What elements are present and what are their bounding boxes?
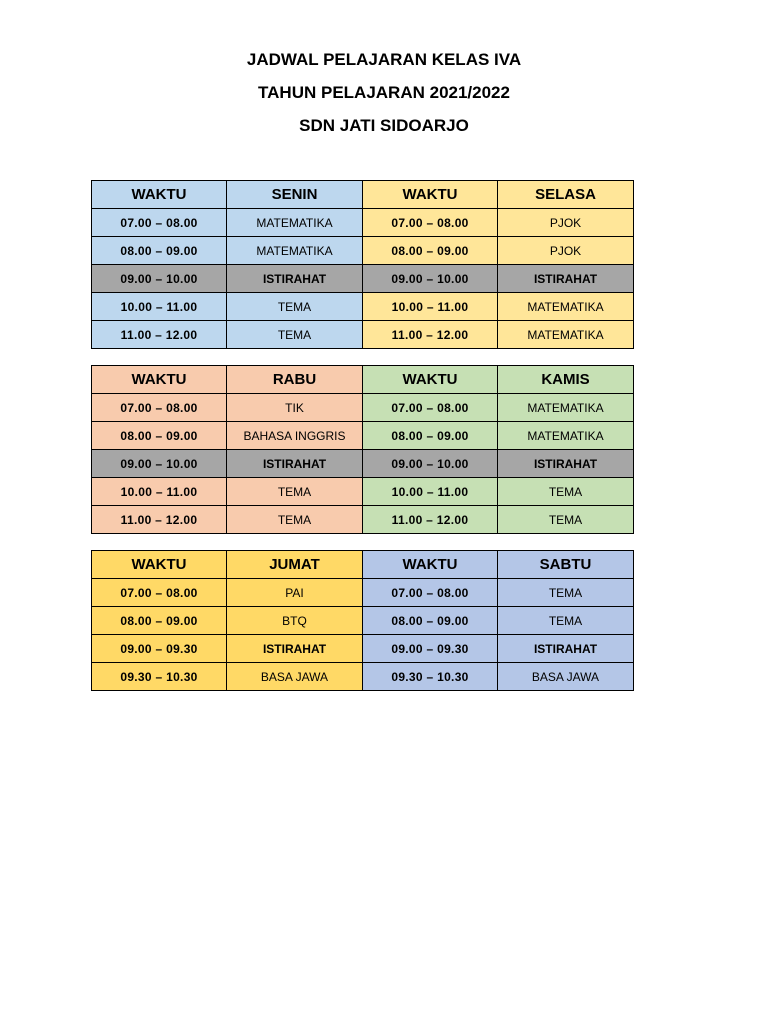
time-cell: 11.00 – 12.00 — [92, 321, 227, 349]
table-row — [92, 237, 634, 265]
title-line-school: SDN JATI SIDOARJO — [299, 116, 469, 135]
document-title — [0, 48, 768, 147]
subject-cell: TIK — [227, 394, 363, 422]
subject-cell: PAI — [227, 579, 363, 607]
table-row — [92, 607, 634, 635]
time-cell: 07.00 – 08.00 — [363, 394, 498, 422]
header-kamis: KAMIS — [498, 366, 634, 394]
title-line-class: JADWAL PELAJARAN KELAS IVA — [246, 50, 522, 69]
subject-cell: PJOK — [498, 237, 634, 265]
table-row — [92, 663, 634, 691]
time-cell: 08.00 – 09.00 — [363, 607, 498, 635]
break-cell: ISTIRAHAT — [227, 450, 363, 478]
subject-cell: MATEMATIKA — [227, 237, 363, 265]
time-cell: 10.00 – 11.00 — [363, 293, 498, 321]
title-line-year: TAHUN PELAJARAN 2021/2022 — [258, 83, 510, 102]
time-cell: 08.00 – 09.00 — [92, 607, 227, 635]
header-selasa: SELASA — [498, 181, 634, 209]
break-cell: ISTIRAHAT — [227, 635, 363, 663]
subject-cell: BASA JAWA — [227, 663, 363, 691]
header-senin: SENIN — [227, 181, 363, 209]
header-waktu: WAKTU — [92, 366, 227, 394]
subject-cell: TEMA — [227, 293, 363, 321]
subject-cell: MATEMATIKA — [498, 293, 634, 321]
break-cell: ISTIRAHAT — [498, 265, 634, 293]
time-cell: 11.00 – 12.00 — [363, 506, 498, 534]
schedule-table-senin-selasa — [91, 180, 634, 349]
time-cell: 09.30 – 10.30 — [363, 663, 498, 691]
subject-cell: BASA JAWA — [498, 663, 634, 691]
time-cell: 09.30 – 10.30 — [92, 663, 227, 691]
break-cell: ISTIRAHAT — [498, 635, 634, 663]
subject-cell: TEMA — [498, 506, 634, 534]
subject-cell: TEMA — [227, 321, 363, 349]
header-waktu: WAKTU — [363, 366, 498, 394]
subject-cell: MATEMATIKA — [227, 209, 363, 237]
table-row — [92, 506, 634, 534]
subject-cell: TEMA — [227, 478, 363, 506]
break-row — [92, 635, 634, 663]
subject-cell: TEMA — [227, 506, 363, 534]
header-waktu: WAKTU — [92, 551, 227, 579]
table-row — [92, 321, 634, 349]
subject-cell: TEMA — [498, 607, 634, 635]
header-waktu: WAKTU — [363, 181, 498, 209]
time-cell: 07.00 – 08.00 — [92, 394, 227, 422]
time-cell: 10.00 – 11.00 — [92, 478, 227, 506]
time-cell: 09.00 – 10.00 — [363, 450, 498, 478]
table-header-row — [92, 181, 634, 209]
subject-cell: MATEMATIKA — [498, 321, 634, 349]
header-rabu: RABU — [227, 366, 363, 394]
time-cell: 08.00 – 09.00 — [92, 237, 227, 265]
time-cell: 07.00 – 08.00 — [363, 579, 498, 607]
table-row — [92, 579, 634, 607]
time-cell: 07.00 – 08.00 — [92, 579, 227, 607]
time-cell: 07.00 – 08.00 — [92, 209, 227, 237]
header-waktu: WAKTU — [363, 551, 498, 579]
table-header-row — [92, 551, 634, 579]
table-row — [92, 394, 634, 422]
break-row — [92, 450, 634, 478]
time-cell: 09.00 – 10.00 — [92, 265, 227, 293]
subject-cell: PJOK — [498, 209, 634, 237]
time-cell: 09.00 – 09.30 — [363, 635, 498, 663]
subject-cell: TEMA — [498, 478, 634, 506]
subject-cell: TEMA — [498, 579, 634, 607]
header-sabtu: SABTU — [498, 551, 634, 579]
schedule-table-rabu-kamis — [91, 365, 634, 534]
subject-cell: MATEMATIKA — [498, 422, 634, 450]
subject-cell: MATEMATIKA — [498, 394, 634, 422]
table-header-row — [92, 366, 634, 394]
time-cell: 08.00 – 09.00 — [363, 237, 498, 265]
header-waktu: WAKTU — [92, 181, 227, 209]
table-row — [92, 422, 634, 450]
table-row — [92, 478, 634, 506]
break-cell: ISTIRAHAT — [227, 265, 363, 293]
schedule-table-jumat-sabtu — [91, 550, 634, 691]
break-row — [92, 265, 634, 293]
time-cell: 11.00 – 12.00 — [92, 506, 227, 534]
time-cell: 07.00 – 08.00 — [363, 209, 498, 237]
break-cell: ISTIRAHAT — [498, 450, 634, 478]
time-cell: 08.00 – 09.00 — [92, 422, 227, 450]
time-cell: 10.00 – 11.00 — [363, 478, 498, 506]
time-cell: 08.00 – 09.00 — [363, 422, 498, 450]
time-cell: 10.00 – 11.00 — [92, 293, 227, 321]
table-row — [92, 293, 634, 321]
header-jumat: JUMAT — [227, 551, 363, 579]
time-cell: 11.00 – 12.00 — [363, 321, 498, 349]
subject-cell: BTQ — [227, 607, 363, 635]
time-cell: 09.00 – 09.30 — [92, 635, 227, 663]
time-cell: 09.00 – 10.00 — [92, 450, 227, 478]
time-cell: 09.00 – 10.00 — [363, 265, 498, 293]
table-row — [92, 209, 634, 237]
subject-cell: BAHASA INGGRIS — [227, 422, 363, 450]
